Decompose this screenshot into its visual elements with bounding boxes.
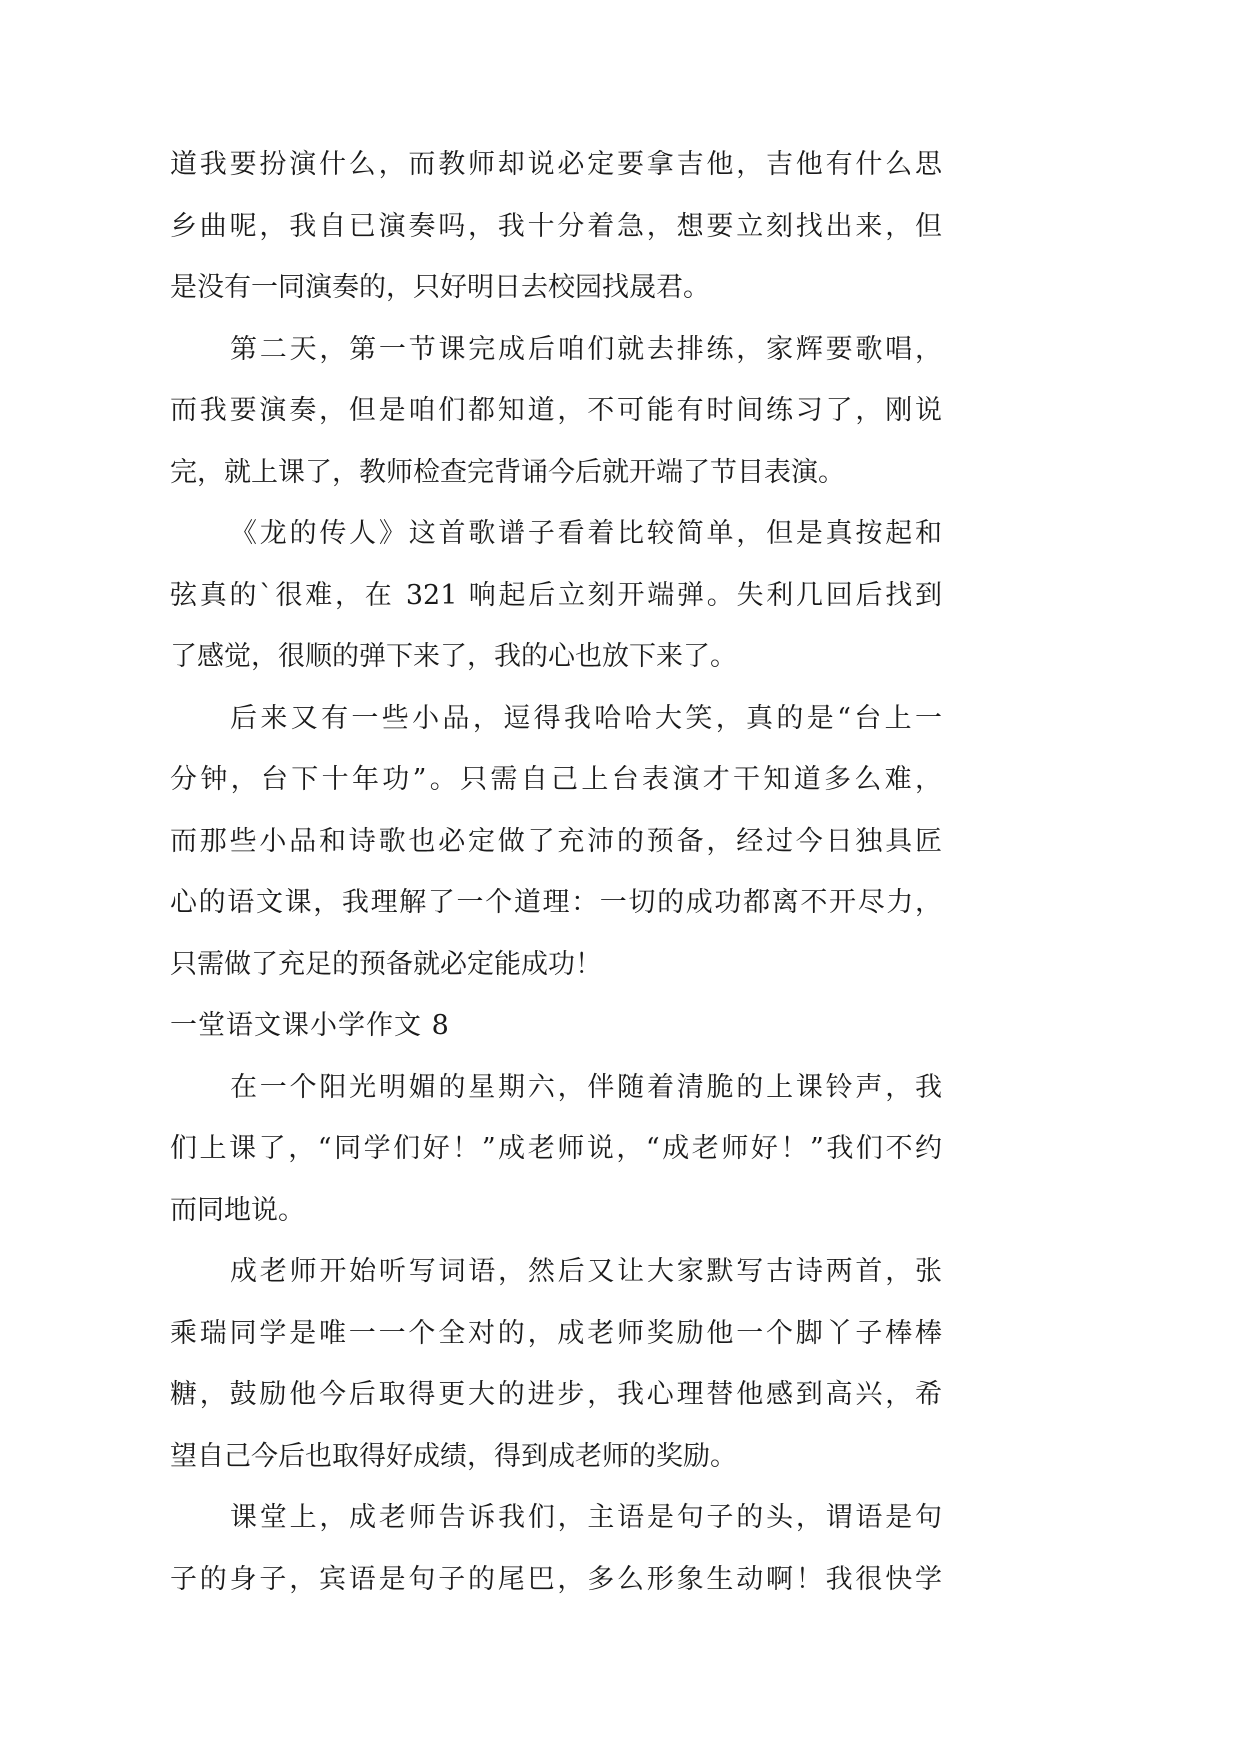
- text-line: 乘瑞同学是唯一一个全对的，成老师奖励他一个脚丫子棒棒: [170, 1317, 942, 1349]
- text-line: 乡曲呢，我自已演奏吗，我十分着急，想要立刻找出来，但: [170, 210, 942, 242]
- text-line: 道我要扮演什么，而教师却说必定要拿吉他，吉他有什么思: [170, 149, 942, 180]
- text-line: 分钟，台下十年功”。只需自己上台表演才干知道多么难，: [170, 764, 942, 795]
- text-line: 糖，鼓励他今后取得更大的进步，我心理替他感到高兴，希: [170, 1379, 942, 1410]
- text-line: 是没有一同演奏的，只好明日去校园找晟君。: [170, 272, 710, 303]
- text-line: 子的身子，宾语是句子的尾巴，多么形象生动啊！我很快学: [170, 1563, 942, 1595]
- paragraph-first-line: 后来又有一些小品，逗得我哈哈大笑，真的是“台上一: [230, 702, 942, 734]
- paragraph-first-line: 第二天，第一节课完成后咱们就去排练，家辉要歌唱，: [230, 333, 942, 365]
- text-line: 而同地说。: [170, 1194, 305, 1226]
- text-line: 只需做了充足的预备就必定能成功！: [170, 948, 602, 980]
- text-line: 而我要演奏，但是咱们都知道，不可能有时间练习了，刚说: [170, 395, 942, 426]
- document-page: [170, 134, 942, 1610]
- text-line: 完，就上课了，教师检查完背诵今后就开端了节目表演。: [170, 456, 845, 488]
- text-line: 们上课了，“同学们好！”成老师说，“成老师好！”我们不约: [170, 1133, 942, 1164]
- paragraph-first-line: 在一个阳光明媚的星期六，伴随着清脆的上课铃声，我: [230, 1071, 942, 1103]
- paragraph-first-line: 《龙的传人》这首歌谱子看着比较简单，但是真按起和: [230, 518, 942, 549]
- paragraph-first-line: 课堂上，成老师告诉我们，主语是句子的头，谓语是句: [230, 1502, 942, 1533]
- text-line: 望自己今后也取得好成绩，得到成老师的奖励。: [170, 1440, 737, 1472]
- paragraph-first-line: 成老师开始听写词语，然后又让大家默写古诗两首，张: [230, 1256, 942, 1287]
- text-line: 心的语文课，我理解了一个道理：一切的成功都离不开尽力，: [170, 887, 942, 918]
- section-heading: 一堂语文课小学作文 8: [170, 1010, 450, 1041]
- text-line: 了感觉，很顺的弹下来了，我的心也放下来了。: [170, 641, 737, 672]
- text-line: 弦真的`很难，在 321 响起后立刻开端弹。失利几回后找到: [170, 579, 942, 611]
- text-line: 而那些小品和诗歌也必定做了充沛的预备，经过今日独具匠: [170, 825, 942, 857]
